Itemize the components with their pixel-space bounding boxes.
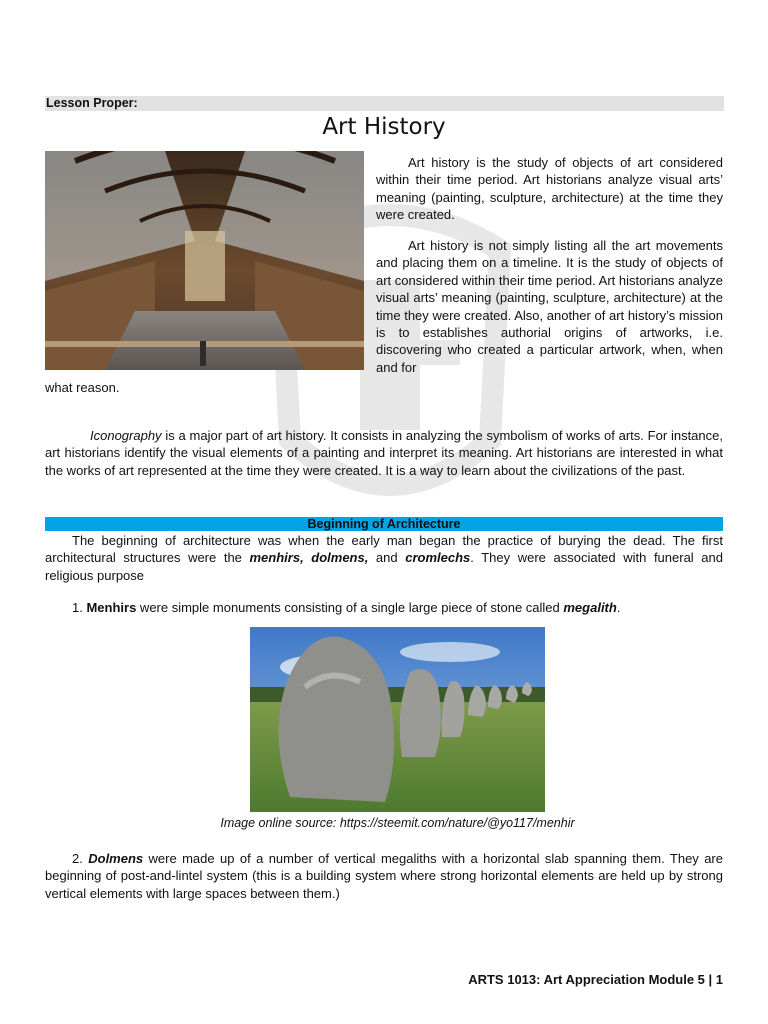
section-heading-architecture: Beginning of Architecture — [45, 517, 723, 531]
architecture-intro-paragraph: The beginning of architecture was when the early man began the practice of burying the dead. The first architectural structures were the menhirs, dolmens, and cromlechs. They were associated with funeral and religious purpose — [45, 533, 723, 583]
list-item-dolmens: 2. Dolmens were made up of a number of vertical megaliths with a horizontal slab spanning them. They are beginning of post-and-lintel system (this is a building system where strong horizontal elements are held up by strong vertical elements with large spaces between them.) — [45, 851, 723, 901]
iconography-paragraph — [45, 427, 723, 479]
intro-paragraph-1: Art history is the study of objects of art considered within their time period. Art historians analyze visual arts’ meaning (painting, sculpture, architecture) at the time they were created. — [376, 155, 723, 223]
iconography-text: is a major part of art history. It consists in analyzing the symbolism of works of arts. For instance, art historians identify the visual elements of a painting and interpret its meaning. Art historians are interested in what the works of art represented at the time they were created. It is a way to learn about the civilizations of the past. — [45, 428, 723, 478]
megalith-term: megalith — [563, 600, 617, 615]
intro-paragraph-2-continued: what reason. — [45, 380, 120, 395]
image-caption: Image online source: https://steemit.com/nature/@yo117/menhir — [220, 816, 575, 830]
iconography-term: Iconography — [90, 428, 162, 443]
page-footer: ARTS 1013: Art Appreciation Module 5 | 1 — [468, 972, 723, 987]
lesson-proper-label: Lesson Proper: — [45, 96, 724, 111]
list-item-menhirs: 1. Menhirs were simple monuments consisting of a single large piece of stone called megalith. — [72, 600, 621, 615]
architecture-intro-text: The beginning of architecture was when the early man began the practice of burying the dead. The first architectural structures were the — [45, 533, 723, 566]
architecture-terms: menhirs, dolmens, — [249, 550, 369, 566]
menhirs-term: Menhirs — [86, 600, 137, 615]
architecture-term-cromlechs: cromlechs — [405, 550, 471, 566]
intro-paragraph-2: Art history is not simply listing all the art movements and placing them on a timeline. It is the study of objects of art considered within their time period. Art historians analyze visual arts’ meaning (painting, sculpture, architecture) at the time they were created. Also, another of art history’s mission is to establishes authorial origins of artworks, i.e. discovering who created a particular artwork, when, when and for — [376, 238, 723, 375]
museum-hall-photo — [45, 151, 364, 370]
page-title: Art History — [322, 114, 446, 140]
dolmens-term: Dolmens — [88, 851, 144, 866]
menhir-stones-photo — [250, 627, 545, 812]
